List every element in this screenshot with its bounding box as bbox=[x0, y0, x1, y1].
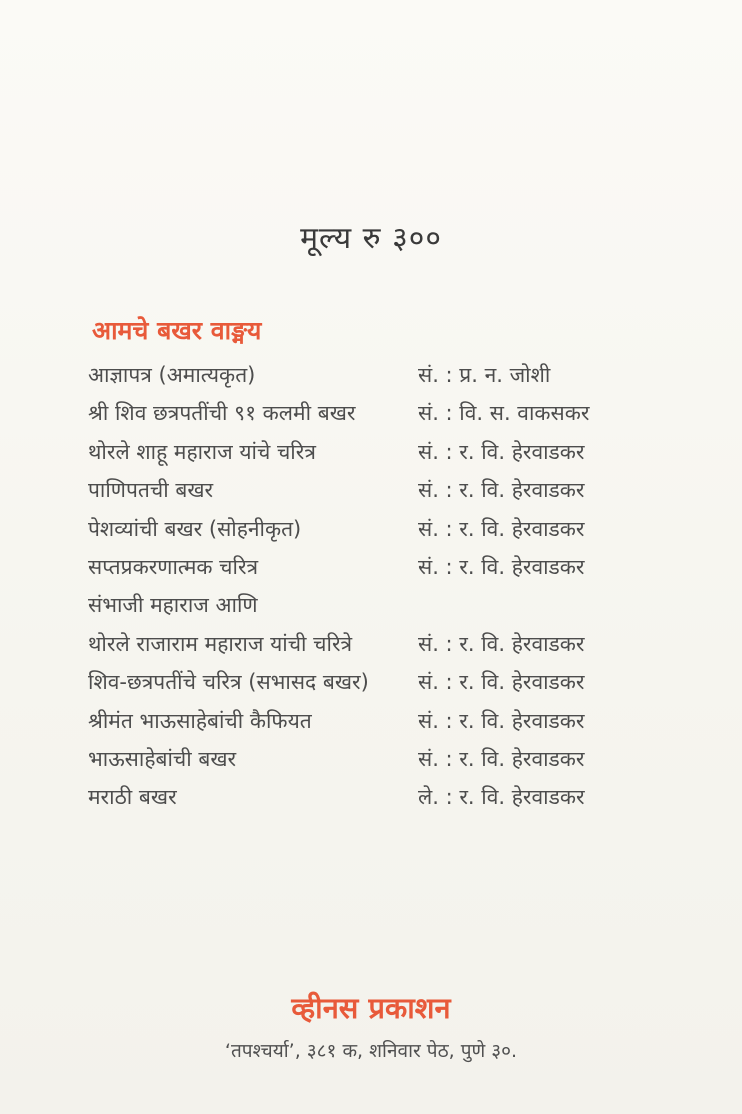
book-editor: सं. : र. वि. हेरवाडकर bbox=[418, 746, 585, 771]
list-item bbox=[88, 550, 628, 588]
book-editor: सं. : वि. स. वाकसकर bbox=[418, 401, 590, 426]
book-title: पाणिपतची बखर bbox=[88, 478, 214, 503]
list-item bbox=[88, 704, 628, 742]
list-item bbox=[88, 742, 628, 780]
book-title: थोरले राजाराम महाराज यांची चरित्रे bbox=[88, 631, 353, 656]
book-title: आज्ञापत्र (अमात्यकृत) bbox=[88, 363, 256, 387]
book-editor: सं. : र. वि. हेरवाडकर bbox=[418, 670, 585, 695]
book-editor: ले. : र. वि. हेरवाडकर bbox=[418, 785, 585, 810]
list-item bbox=[88, 358, 628, 396]
publisher-address: ‘तपश्चर्या’, ३८१ क, शनिवार पेठ, पुणे ३०. bbox=[224, 1040, 518, 1062]
book-editor: सं. : र. वि. हेरवाडकर bbox=[418, 631, 585, 656]
list-item bbox=[88, 435, 628, 473]
list-item bbox=[88, 473, 628, 511]
book-editor: सं. : र. वि. हेरवाडकर bbox=[418, 554, 585, 579]
list-item bbox=[88, 627, 628, 665]
book-title: संभाजी महाराज आणि bbox=[88, 593, 258, 618]
book-editor: सं. : प्र. न. जोशी bbox=[418, 363, 551, 387]
book-title: श्री शिव छत्रपतींची ९१ कलमी बखर bbox=[88, 401, 356, 426]
book-editor: सं. : र. वि. हेरवाडकर bbox=[418, 439, 585, 464]
book-list bbox=[88, 358, 628, 819]
section-title: आमचे बखर वाङ्मय bbox=[92, 316, 262, 345]
list-item bbox=[88, 396, 628, 434]
book-title: शिव-छत्रपतींचे चरित्र (सभासद बखर) bbox=[88, 670, 369, 695]
book-title: थोरले शाहू महाराज यांचे चरित्र bbox=[88, 439, 316, 464]
book-editor: सं. : र. वि. हेरवाडकर bbox=[418, 708, 585, 733]
list-item bbox=[88, 512, 628, 550]
book-title: श्रीमंत भाऊसाहेबांची कैफियत bbox=[88, 708, 312, 733]
book-title: मराठी बखर bbox=[88, 785, 177, 810]
book-editor: सं. : र. वि. हेरवाडकर bbox=[418, 516, 585, 541]
book-editor: सं. : र. वि. हेरवाडकर bbox=[418, 478, 585, 503]
price-label: मूल्य रु ३०० bbox=[300, 221, 442, 256]
list-item bbox=[88, 588, 628, 626]
book-title: पेशव्यांची बखर (सोहनीकृत) bbox=[88, 516, 302, 541]
book-title: सप्तप्रकरणात्मक चरित्र bbox=[88, 554, 259, 579]
book-title: भाऊसाहेबांची बखर bbox=[88, 746, 237, 771]
list-item bbox=[88, 780, 628, 818]
list-item bbox=[88, 665, 628, 703]
publisher-name: व्हीनस प्रकाशन bbox=[291, 991, 451, 1025]
